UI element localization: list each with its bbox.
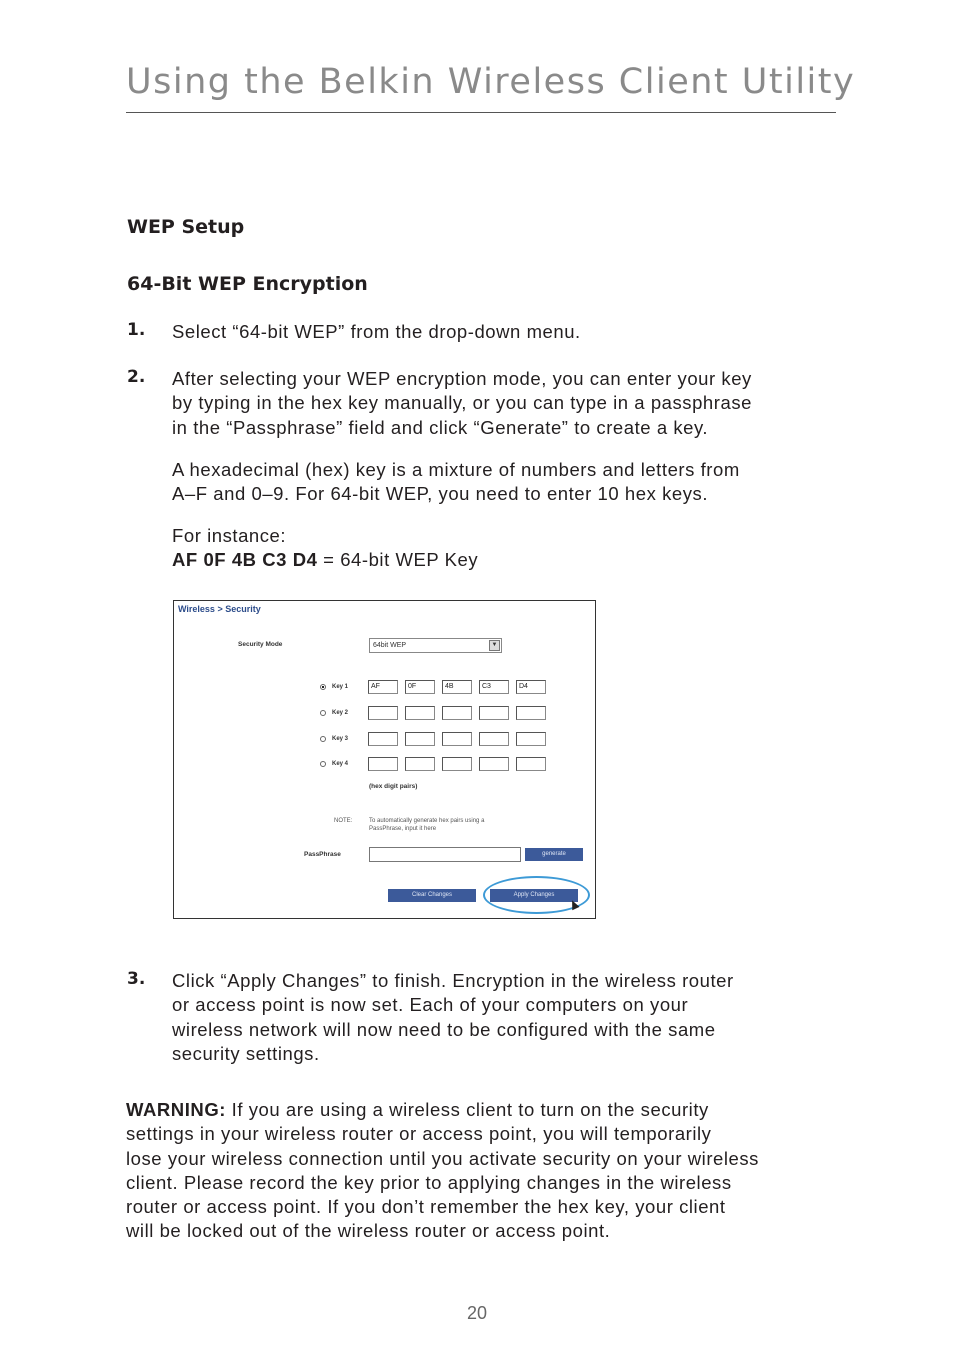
example-key: AF 0F 4B C3 D4	[172, 549, 318, 571]
example-intro: For instance:	[172, 525, 287, 546]
step-3-line: or access point is now set. Each of your computers on your	[172, 994, 689, 1016]
passphrase-input[interactable]	[369, 847, 521, 862]
chevron-down-icon[interactable]: ▼	[489, 640, 500, 651]
security-mode-select[interactable]	[369, 638, 502, 653]
note-line: PassPhrase, input it here	[369, 826, 437, 832]
key-3-field[interactable]	[368, 732, 398, 746]
step-3-line: security settings.	[172, 1042, 320, 1064]
warning-line: router or access point. If you don’t remember the hex key, your client	[126, 1196, 726, 1218]
key-1-field[interactable]: D4	[516, 680, 546, 694]
subsection-heading: 64-Bit WEP Encryption	[127, 273, 368, 295]
key-4-field[interactable]	[368, 757, 398, 771]
note-text	[369, 817, 484, 833]
key-1-field[interactable]: AF	[368, 680, 398, 694]
apply-changes-button[interactable]: Apply Changes	[490, 889, 578, 902]
example-line	[172, 548, 862, 572]
step-1-line: Select “64-bit WEP” from the drop-down menu.	[172, 321, 581, 342]
step-2-line: After selecting your WEP encryption mode, you can enter your key	[172, 368, 752, 389]
key-2-radio[interactable]	[320, 710, 326, 716]
security-settings-screenshot	[173, 600, 596, 919]
step-3-text	[172, 969, 862, 1066]
passphrase-label: PassPhrase	[304, 851, 341, 858]
key-3-label: Key 3	[332, 736, 349, 742]
security-mode-label: Security Mode	[238, 641, 283, 648]
step-1-number: 1.	[127, 320, 146, 340]
title-rule	[126, 112, 836, 113]
hex-info-line: A hexadecimal (hex) key is a mixture of numbers and letters from	[172, 459, 740, 480]
step-2-line: by typing in the hex key manually, or you can type in a passphrase	[172, 392, 752, 414]
warning-line	[126, 1098, 816, 1122]
key-4-field[interactable]	[442, 757, 472, 771]
key-1-field[interactable]: C3	[479, 680, 509, 694]
step-1-text	[172, 320, 862, 344]
key-2-field[interactable]	[405, 706, 435, 720]
note-label: NOTE:	[334, 818, 353, 824]
step-3-line: Click “Apply Changes” to finish. Encryption in the wireless router	[172, 970, 734, 991]
key-3-field[interactable]	[516, 732, 546, 746]
key-4-label: Key 4	[332, 761, 349, 767]
key-4-radio[interactable]	[320, 761, 326, 767]
breadcrumb: Wireless > Security	[178, 604, 261, 614]
key-4-field[interactable]	[516, 757, 546, 771]
example-suffix: = 64-bit WEP Key	[317, 549, 479, 571]
warning-paragraph	[126, 1098, 816, 1244]
key-3-field[interactable]	[479, 732, 509, 746]
warning-label: WARNING:	[126, 1099, 226, 1120]
clear-changes-button[interactable]: Clear Changes	[388, 889, 476, 902]
key-2-field[interactable]	[516, 706, 546, 720]
note-line: To automatically generate hex pairs using a	[369, 818, 485, 824]
key-2-field[interactable]	[442, 706, 472, 720]
key-1-field[interactable]: 4B	[442, 680, 472, 694]
key-1-field[interactable]: 0F	[405, 680, 435, 694]
key-2-label: Key 2	[332, 710, 349, 716]
warning-line: lose your wireless connection until you activate security on your wireless	[126, 1147, 759, 1169]
key-4-field[interactable]	[405, 757, 435, 771]
step-2-line: in the “Passphrase” field and click “Generate” to create a key.	[172, 416, 709, 438]
step-2-number: 2.	[127, 367, 146, 387]
warning-line: client. Please record the key prior to applying changes in the wireless	[126, 1171, 732, 1193]
step-3-line: wireless network will now need to be configured with the same	[172, 1018, 716, 1040]
hex-info-line: A–F and 0–9. For 64-bit WEP, you need to enter 10 hex keys.	[172, 483, 709, 505]
security-mode-value: 64bit WEP	[373, 642, 407, 649]
warning-line-text: If you are using a wireless client to turn on the security	[225, 1099, 709, 1120]
warning-line: will be locked out of the wireless router or access point.	[126, 1220, 611, 1242]
example-paragraph	[172, 524, 862, 573]
step-3-number: 3.	[127, 969, 146, 989]
page-number: 20	[466, 1303, 488, 1323]
key-3-radio[interactable]	[320, 736, 326, 742]
step-2-text	[172, 367, 862, 440]
page-title: Using the Belkin Wireless Client Utility	[126, 62, 856, 102]
key-1-radio[interactable]	[320, 684, 326, 690]
section-heading: WEP Setup	[127, 216, 245, 238]
generate-button[interactable]: generate	[525, 848, 583, 861]
hex-hint: (hex digit pairs)	[369, 783, 418, 790]
key-2-field[interactable]	[479, 706, 509, 720]
key-2-field[interactable]	[368, 706, 398, 720]
hex-info-paragraph	[172, 458, 862, 507]
key-4-field[interactable]	[479, 757, 509, 771]
warning-line: settings in your wireless router or access point, you will temporarily	[126, 1123, 712, 1145]
key-3-field[interactable]	[442, 732, 472, 746]
key-1-label: Key 1	[332, 684, 349, 690]
key-3-field[interactable]	[405, 732, 435, 746]
